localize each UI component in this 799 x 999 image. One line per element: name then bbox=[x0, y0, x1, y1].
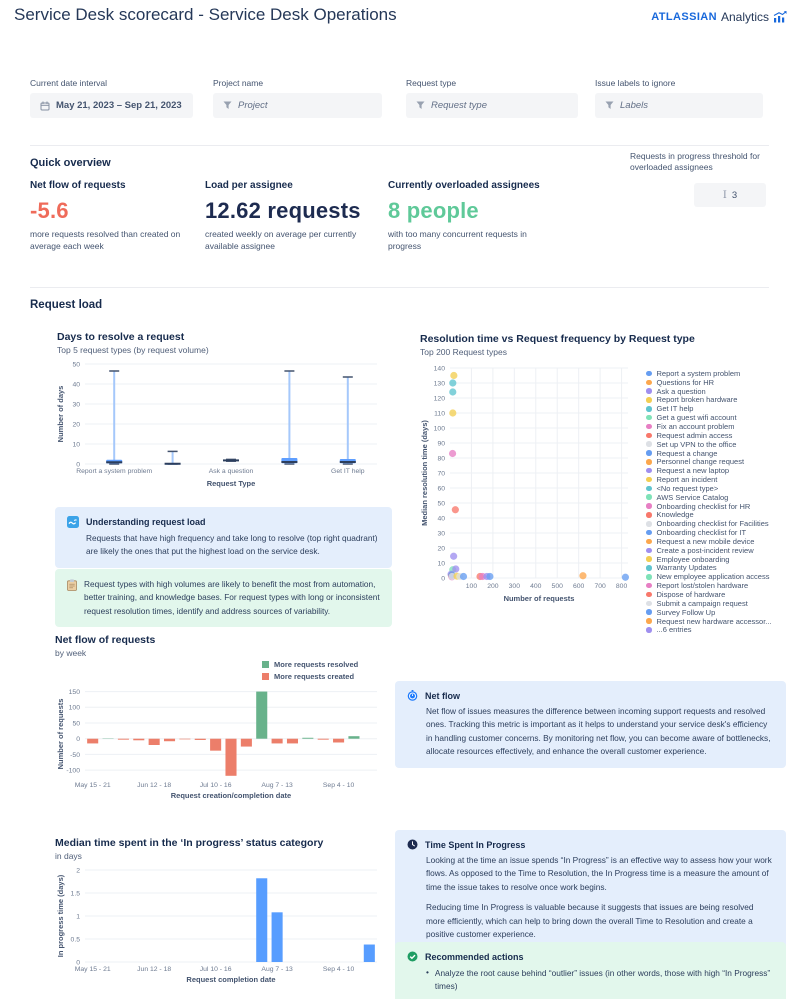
svg-text:300: 300 bbox=[508, 583, 521, 590]
callout-bullet-text: Analyze the root cause behind “outlier” issues (in other words, those with high “In Progress” times) bbox=[434, 968, 771, 992]
svg-text:May 15 - 21: May 15 - 21 bbox=[74, 782, 111, 789]
legend-label: Request new hardware accessor... bbox=[656, 616, 772, 626]
legend-label: ...6 entries bbox=[656, 625, 692, 635]
legend-dot bbox=[646, 477, 652, 483]
legend-label: Report lost/stolen hardware bbox=[656, 581, 749, 591]
legend-label: Survey Follow Up bbox=[656, 607, 716, 617]
svg-text:100: 100 bbox=[433, 425, 445, 433]
svg-text:2: 2 bbox=[76, 867, 80, 875]
legend-label: More requests resolved bbox=[274, 660, 359, 669]
svg-text:Report a system problem: Report a system problem bbox=[76, 468, 153, 475]
wave-icon bbox=[67, 516, 79, 528]
svg-text:100: 100 bbox=[68, 704, 80, 712]
analytics-chart-icon bbox=[773, 11, 787, 23]
legend-item bbox=[646, 599, 796, 608]
svg-text:Aug 7 - 13: Aug 7 - 13 bbox=[261, 782, 293, 789]
brand-analytics: Analytics bbox=[720, 10, 769, 24]
brand-atlassian: ATLASSIAN bbox=[651, 11, 717, 23]
metric-overloaded-assignees bbox=[388, 180, 568, 253]
legend-label: <No request type> bbox=[656, 483, 719, 493]
svg-text:100: 100 bbox=[465, 583, 478, 590]
svg-text:-50: -50 bbox=[70, 751, 80, 759]
legend-dot bbox=[646, 433, 652, 439]
legend-dot bbox=[646, 548, 652, 554]
filter-funnel-icon bbox=[605, 101, 614, 110]
filter-group-project bbox=[213, 78, 382, 118]
legend-dot bbox=[646, 512, 652, 518]
automation-tip-callout bbox=[55, 569, 392, 627]
understanding-request-load-callout bbox=[55, 507, 392, 568]
legend-label: Report an incident bbox=[656, 475, 718, 485]
metric-value: 8 people bbox=[388, 198, 479, 223]
boxplot-title: Days to resolve a request bbox=[57, 331, 185, 343]
legend-dot bbox=[646, 371, 652, 377]
metric-label: Load per assignee bbox=[205, 180, 293, 191]
callout-title: Time Spent In Progress bbox=[425, 839, 526, 850]
legend-dot bbox=[646, 486, 652, 492]
svg-text:Number of requests: Number of requests bbox=[56, 698, 65, 770]
callout-body: Looking at the time an issue spends “In Progress” is an effective way to assess how your work flows. As opposed to the Time to Resolution, the In Progress time is a measure the amount of time the issue takes to resolve once work begins. bbox=[426, 855, 772, 892]
legend-item bbox=[646, 387, 796, 396]
boxplot-subtitle: Top 5 request types (by request volume) bbox=[57, 345, 209, 355]
svg-text:Request Type: Request Type bbox=[206, 479, 256, 488]
netflow-title: Net flow of requests bbox=[55, 634, 156, 646]
legend-dot bbox=[646, 441, 652, 447]
legend-label: Get IT help bbox=[656, 404, 694, 414]
legend-dot bbox=[646, 388, 652, 394]
legend-dot bbox=[646, 565, 652, 571]
svg-text:40: 40 bbox=[437, 515, 445, 523]
legend-dot bbox=[646, 530, 652, 536]
legend-item-resolved bbox=[262, 660, 358, 669]
svg-text:0: 0 bbox=[76, 736, 80, 744]
section-divider bbox=[30, 145, 769, 146]
legend-label: Request a change bbox=[656, 448, 718, 458]
project-filter-input[interactable] bbox=[213, 93, 382, 118]
page-title: Service Desk scorecard - Service Desk Operations bbox=[14, 5, 397, 24]
legend-label: Knowledge bbox=[656, 510, 694, 520]
filter-label-date: Current date interval bbox=[30, 78, 108, 88]
legend-item bbox=[646, 431, 796, 440]
svg-text:150: 150 bbox=[68, 688, 80, 696]
legend-item bbox=[646, 475, 796, 484]
legend-dot bbox=[646, 583, 652, 589]
legend-item bbox=[646, 572, 796, 581]
callout-body: Requests that have high frequency and take long to resolve (top right quadrant) are likely the ones that put the highest load on the service desk. bbox=[86, 533, 378, 557]
netflow-subtitle: by week bbox=[55, 648, 87, 658]
legend-item bbox=[646, 511, 796, 520]
threshold-input[interactable] bbox=[694, 183, 766, 207]
recommended-action-item bbox=[407, 967, 774, 994]
legend-label: New employee application access bbox=[656, 572, 770, 582]
svg-text:0.5: 0.5 bbox=[70, 936, 80, 944]
callout-title: Understanding request load bbox=[86, 517, 206, 527]
legend-item bbox=[646, 528, 796, 537]
metric-description: more requests resolved than created on average each week bbox=[30, 229, 181, 251]
legend-dot bbox=[646, 601, 652, 607]
filter-group-date bbox=[30, 78, 193, 118]
metric-description: created weekly on average per currently available assignee bbox=[205, 229, 357, 251]
svg-text:50: 50 bbox=[72, 720, 80, 728]
svg-text:40: 40 bbox=[72, 381, 80, 389]
svg-text:800: 800 bbox=[615, 583, 628, 590]
svg-text:600: 600 bbox=[573, 583, 585, 590]
time-in-progress-callout bbox=[395, 830, 786, 951]
threshold-value: 3 bbox=[731, 189, 738, 201]
clipboard-icon bbox=[67, 579, 77, 591]
legend-item bbox=[646, 519, 796, 528]
date-interval-value: May 21, 2023 – Sep 21, 2023 bbox=[56, 100, 182, 111]
legend-label: Request a new laptop bbox=[656, 466, 730, 476]
legend-item bbox=[646, 449, 796, 458]
filter-group-labels bbox=[595, 78, 763, 118]
svg-text:Ask a question: Ask a question bbox=[208, 468, 254, 475]
calendar-icon bbox=[40, 101, 50, 111]
legend-label: Questions for HR bbox=[656, 377, 715, 387]
bullet-icon: • bbox=[426, 967, 429, 977]
callout-title: Recommended actions bbox=[425, 951, 524, 962]
svg-text:120: 120 bbox=[433, 395, 445, 403]
legend-label: Request a new mobile device bbox=[656, 536, 755, 546]
legend-dot bbox=[646, 468, 652, 474]
legend-item bbox=[646, 502, 796, 511]
svg-text:1: 1 bbox=[76, 913, 80, 921]
filter-label-request-type: Request type bbox=[406, 78, 457, 88]
legend-item bbox=[646, 493, 796, 502]
filter-group-request-type bbox=[406, 78, 578, 118]
metric-load-per-assignee bbox=[205, 180, 380, 253]
svg-text:50: 50 bbox=[72, 361, 80, 369]
svg-text:60: 60 bbox=[437, 485, 445, 493]
legend-label: Dispose of hardware bbox=[656, 590, 726, 600]
resolution-vs-frequency-chart bbox=[420, 360, 638, 608]
filter-label-project: Project name bbox=[213, 78, 264, 88]
median-in-progress-chart bbox=[55, 862, 385, 992]
legend-dot bbox=[646, 503, 652, 509]
legend-label: AWS Service Catalog bbox=[656, 492, 729, 502]
svg-text:0: 0 bbox=[76, 959, 80, 967]
legend-label: Onboarding checklist for Facilities bbox=[656, 519, 769, 529]
svg-text:20: 20 bbox=[72, 421, 80, 429]
legend-label: Request admin access bbox=[656, 430, 733, 440]
labels-filter-placeholder: Labels bbox=[620, 100, 648, 111]
legend-item bbox=[646, 422, 796, 431]
section-divider bbox=[30, 287, 769, 288]
metric-label: Net flow of requests bbox=[30, 180, 126, 191]
legend-item bbox=[646, 537, 796, 546]
legend-dot bbox=[646, 627, 652, 633]
svg-text:Sep 4 - 10: Sep 4 - 10 bbox=[322, 966, 355, 973]
legend-label: Ask a question bbox=[656, 386, 706, 396]
median-title: Median time spent in the ‘In progress’ status category bbox=[55, 837, 324, 849]
svg-text:May 15 - 21: May 15 - 21 bbox=[74, 966, 111, 973]
legend-dot bbox=[646, 539, 652, 545]
legend-item bbox=[646, 564, 796, 573]
legend-dot bbox=[646, 521, 652, 527]
legend-item bbox=[646, 413, 796, 422]
svg-text:500: 500 bbox=[551, 583, 563, 590]
legend-dot bbox=[646, 406, 652, 412]
legend-label: Create a post-incident review bbox=[656, 545, 754, 555]
request-type-filter-input[interactable] bbox=[406, 93, 578, 118]
legend-item bbox=[646, 457, 796, 466]
svg-text:Request completion date: Request completion date bbox=[186, 975, 276, 984]
legend-dot bbox=[646, 556, 652, 562]
text-cursor-icon: I bbox=[722, 189, 727, 201]
metric-value: -5.6 bbox=[30, 198, 69, 223]
legend-label: Set up VPN to the office bbox=[656, 439, 737, 449]
svg-text:10: 10 bbox=[437, 560, 445, 568]
filter-label-ignore-labels: Issue labels to ignore bbox=[595, 78, 676, 88]
legend-item bbox=[646, 484, 796, 493]
svg-text:Get IT help: Get IT help bbox=[331, 468, 365, 475]
labels-filter-input[interactable] bbox=[595, 93, 763, 118]
svg-text:700: 700 bbox=[594, 583, 606, 590]
metric-net-flow bbox=[30, 180, 195, 253]
svg-text:30: 30 bbox=[437, 530, 445, 538]
legend-item bbox=[646, 440, 796, 449]
quick-overview-heading: Quick overview bbox=[30, 157, 111, 169]
scatter-subtitle: Top 200 Request types bbox=[420, 347, 507, 357]
legend-item bbox=[646, 466, 796, 475]
legend-label: Submit a campaign request bbox=[656, 598, 748, 608]
legend-label: Get a guest wifi account bbox=[656, 413, 737, 423]
svg-text:30: 30 bbox=[72, 401, 80, 409]
legend-label: Report a system problem bbox=[656, 368, 741, 378]
callout-body: Request types with high volumes are likely to benefit the most from automation, better training, and knowledge bases. For request types with long or inconsistent request resolution times, identify and address sources of variability. bbox=[84, 579, 380, 616]
svg-text:110: 110 bbox=[434, 410, 445, 418]
svg-text:400: 400 bbox=[530, 583, 542, 590]
svg-text:130: 130 bbox=[433, 380, 445, 388]
svg-text:1.5: 1.5 bbox=[70, 890, 80, 898]
legend-label: Onboarding checklist for HR bbox=[656, 501, 751, 511]
legend-item bbox=[646, 396, 796, 405]
legend-dot bbox=[646, 380, 652, 386]
request-load-heading: Request load bbox=[30, 299, 103, 311]
svg-text:Number of requests: Number of requests bbox=[503, 594, 575, 603]
legend-label: Onboarding checklist for IT bbox=[656, 528, 747, 538]
timer-icon bbox=[407, 690, 418, 701]
date-interval-input[interactable] bbox=[30, 93, 193, 118]
legend-dot bbox=[646, 592, 652, 598]
svg-text:Number of days: Number of days bbox=[56, 385, 65, 443]
legend-item bbox=[646, 608, 796, 617]
svg-text:In progress time (days): In progress time (days) bbox=[56, 874, 65, 958]
legend-label: More requests created bbox=[274, 672, 355, 681]
request-type-filter-placeholder: Request type bbox=[431, 100, 487, 111]
scatter-legend bbox=[646, 369, 796, 634]
threshold-label: Requests in progress threshold for overloaded assignees bbox=[630, 151, 760, 173]
legend-dot bbox=[646, 424, 652, 430]
svg-text:50: 50 bbox=[437, 500, 445, 508]
legend-item bbox=[646, 369, 796, 378]
svg-text:Aug 7 - 13: Aug 7 - 13 bbox=[261, 966, 293, 973]
svg-text:10: 10 bbox=[72, 441, 80, 449]
legend-dot bbox=[646, 618, 652, 624]
clock-icon bbox=[407, 839, 418, 850]
legend-dot bbox=[646, 609, 652, 615]
legend-label: Fix an account problem bbox=[656, 421, 735, 431]
legend-item bbox=[646, 555, 796, 564]
legend-item bbox=[646, 590, 796, 599]
net-flow-chart bbox=[55, 681, 385, 803]
svg-text:70: 70 bbox=[437, 470, 445, 478]
recommended-actions-callout bbox=[395, 942, 786, 999]
legend-item bbox=[646, 546, 796, 555]
callout-body: Net flow of issues measures the difference between incoming support requests and resolved ones. Tracking this metric is important as it helps to understand your service desk's efficiency in handling customer concerns. By monitoring net flow, you can become aware of bottlenecks, allocate resources effectively, and enhance the overall customer experience. bbox=[426, 706, 771, 757]
callout-body: Reducing time In Progress is valuable because it suggests that issues are being resolved more efficiently, which can help to bring down the overall Time to Resolution and create a positive customer experience. bbox=[426, 902, 754, 940]
svg-text:Request creation/completion da: Request creation/completion date bbox=[170, 791, 292, 800]
netflow-legend bbox=[262, 660, 358, 681]
legend-label: Personnel change request bbox=[656, 457, 745, 467]
svg-text:0: 0 bbox=[441, 575, 445, 583]
legend-label: Employee onboarding bbox=[656, 554, 730, 564]
legend-swatch bbox=[262, 673, 269, 680]
legend-item bbox=[646, 625, 796, 634]
project-filter-placeholder: Project bbox=[238, 100, 268, 111]
median-subtitle: in days bbox=[55, 851, 82, 861]
net-flow-callout bbox=[395, 681, 786, 768]
svg-text:20: 20 bbox=[437, 545, 445, 553]
atlassian-analytics-logo bbox=[651, 10, 787, 24]
legend-item-created bbox=[262, 672, 354, 681]
metric-label: Currently overloaded assignees bbox=[388, 180, 540, 191]
svg-text:200: 200 bbox=[487, 583, 499, 590]
svg-text:90: 90 bbox=[437, 440, 445, 448]
legend-dot bbox=[646, 494, 652, 500]
legend-item bbox=[646, 404, 796, 413]
callout-title: Net flow bbox=[425, 690, 460, 701]
metric-value: 12.62 requests bbox=[205, 198, 361, 223]
svg-text:80: 80 bbox=[437, 455, 445, 463]
svg-text:Sep 4 - 10: Sep 4 - 10 bbox=[322, 782, 355, 789]
svg-text:Median resolution time (days): Median resolution time (days) bbox=[420, 420, 429, 526]
legend-label: Report broken hardware bbox=[656, 395, 738, 405]
filter-funnel-icon bbox=[223, 101, 232, 110]
svg-text:-100: -100 bbox=[66, 767, 80, 775]
legend-dot bbox=[646, 459, 652, 465]
svg-text:Jun 12 - 18: Jun 12 - 18 bbox=[137, 782, 172, 789]
scatter-title: Resolution time vs Request frequency by Request type bbox=[420, 333, 695, 345]
legend-dot bbox=[646, 574, 652, 580]
legend-dot bbox=[646, 415, 652, 421]
legend-dot bbox=[646, 450, 652, 456]
legend-label: Warranty Updates bbox=[656, 563, 717, 573]
legend-swatch bbox=[262, 661, 269, 668]
legend-item bbox=[646, 581, 796, 590]
svg-text:Jul 10 - 16: Jul 10 - 16 bbox=[199, 782, 232, 789]
svg-text:Jul 10 - 16: Jul 10 - 16 bbox=[199, 966, 232, 973]
svg-text:140: 140 bbox=[433, 365, 445, 373]
legend-item bbox=[646, 617, 796, 626]
filter-funnel-icon bbox=[416, 101, 425, 110]
metric-description: with too many concurrent requests in progress bbox=[388, 229, 527, 251]
svg-text:0: 0 bbox=[76, 461, 80, 469]
svg-text:Jun 12 - 18: Jun 12 - 18 bbox=[137, 966, 172, 973]
legend-item bbox=[646, 378, 796, 387]
days-to-resolve-chart bbox=[55, 360, 385, 490]
legend-dot bbox=[646, 397, 652, 403]
check-circle-icon bbox=[407, 951, 418, 962]
